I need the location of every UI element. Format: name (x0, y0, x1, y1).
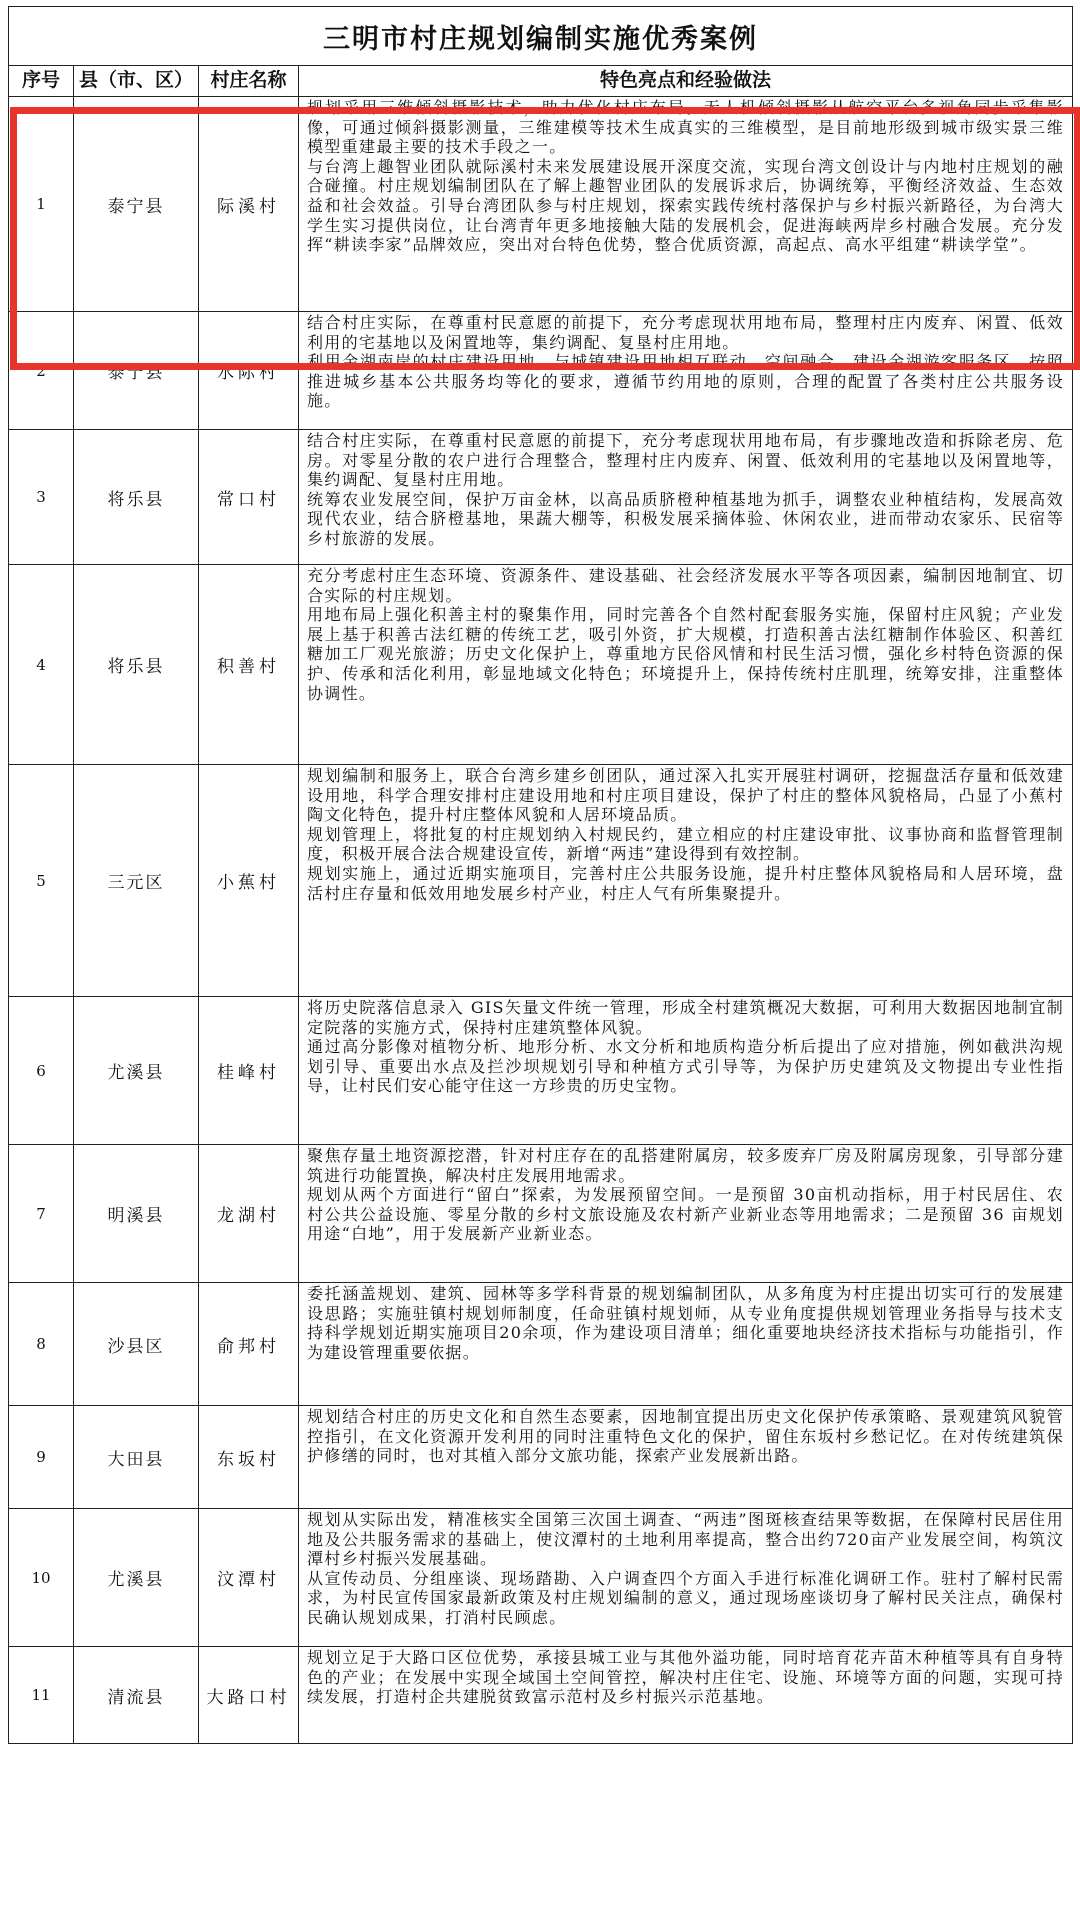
table-row (9, 1283, 1073, 1406)
table-row (9, 1145, 1073, 1283)
row-county: 将乐县 (74, 565, 199, 765)
row-description: 将历史院落信息录入 GIS矢量文件统一管理，形成全村建筑概况大数据，可利用大数据因地制宜制定院落的实施方式，保持村庄建筑整体风貌。 通过高分影像对植物分析、地形分析、水文分析和地质构造分析后提出了应对措施，例如截洪沟规划引导、重要出水点及拦沙坝规划引导和种植方式引导等，为保护历史建筑及文物提出专业性指导，让村民们安心能守住这一方珍贵的历史宝物。 (299, 997, 1073, 1145)
row-description: 规划立足于大路口区位优势，承接县城工业与其他外溢功能，同时培育花卉苗木种植等具有自身特色的产业；在发展中实现全域国土空间管控，解决村庄住宅、设施、环境等方面的问题，实现可持续发展，打造村企共建脱贫致富示范村及乡村振兴示范基地。 (299, 1647, 1073, 1744)
row-village: 龙湖村 (199, 1145, 299, 1283)
row-number: 5 (9, 765, 74, 997)
row-number: 10 (9, 1509, 74, 1647)
row-number: 3 (9, 430, 74, 565)
row-village: 水际村 (199, 312, 299, 430)
row-description: 聚焦存量土地资源挖潜，针对村庄存在的乱搭建附属房，较多废弃厂房及附属房现象，引导部分建筑进行功能置换，解决村庄发展用地需求。 规划从两个方面进行“留白”探索，为发展预留空间。一是预留 30亩机动指标，用于村民居住、农村公共公益设施、零星分散的乡村文旅设施及农村新产业新业态等用地需求；二是预留 36 亩规划用途“白地”，用于发展新产业新业态。 (299, 1145, 1073, 1283)
row-number: 11 (9, 1647, 74, 1744)
row-village: 桂峰村 (199, 997, 299, 1145)
row-county: 将乐县 (74, 430, 199, 565)
table-header-row (9, 66, 1073, 97)
row-number: 7 (9, 1145, 74, 1283)
row-county: 尤溪县 (74, 997, 199, 1145)
row-description: 充分考虑村庄生态环境、资源条件、建设基础、社会经济发展水平等各项因素，编制因地制宜、切合实际的村庄规划。 用地布局上强化积善主村的聚集作用，同时完善各个自然村配套服务实施，保留村庄风貌；产业发展上基于积善古法红糖的传统工艺，吸引外资，扩大规模，打造积善古法红糖制作体验区、积善红糖加工厂观光旅游；历史文化保护上，尊重地方民俗风情和村民生活习惯，强化乡村特色资源的保护、传承和活化利用，彰显地域文化特色；环境提升上，保持传统村庄肌理，统筹安排，注重整体协调性。 (299, 565, 1073, 765)
column-header-county: 县（市、区） (74, 66, 199, 97)
table-row (9, 430, 1073, 565)
row-number: 1 (9, 97, 74, 312)
table-row (9, 997, 1073, 1145)
case-table (8, 6, 1073, 1744)
table-row (9, 1509, 1073, 1647)
case-table-sheet (8, 6, 1072, 1904)
column-header-number: 序号 (9, 66, 74, 97)
row-village: 俞邦村 (199, 1283, 299, 1406)
column-header-village: 村庄名称 (199, 66, 299, 97)
row-village: 积善村 (199, 565, 299, 765)
row-description: 规划采用三维倾斜摄影技术，助力优化村庄布局。无人机倾斜摄影从航空平台多视角同步采集影像，可通过倾斜摄影测量，三维建模等技术生成真实的三维模型，是目前地形级到城市级实景三维模型重建最主要的技术手段之一。 与台湾上趣智业团队就际溪村未来发展建设展开深度交流，实现台湾文创设计与内地村庄规划的融合碰撞。村庄规划编制团队在了解上趣智业团队的发展诉求后，协调统筹，平衡经济效益、生态效益和社会效益。引导台湾团队参与村庄规划，探索实践传统村落保护与乡村振兴新路径，为台湾大学生实习提供岗位，让台湾青年更多地接触大陆的发展机会，促进海峡两岸乡村融合发展。充分发挥“耕读李家”品牌效应，突出对台特色优势，整合优质资源，高起点、高水平组建“耕读学堂”。 (299, 97, 1073, 312)
column-header-features: 特色亮点和经验做法 (299, 66, 1073, 97)
row-village: 常口村 (199, 430, 299, 565)
table-row (9, 765, 1073, 997)
row-description: 规划结合村庄的历史文化和自然生态要素，因地制宜提出历史文化保护传承策略、景观建筑风貌管控指引，在文化资源开发利用的同时注重特色文化的保护，留住东坂村乡愁记忆。在对传统建筑保护修缮的同时，也对其植入部分文旅功能，探索产业发展新出路。 (299, 1406, 1073, 1509)
table-body (9, 97, 1073, 1744)
table-row (9, 1406, 1073, 1509)
row-county: 沙县区 (74, 1283, 199, 1406)
table-row (9, 97, 1073, 312)
row-county: 大田县 (74, 1406, 199, 1509)
table-row (9, 565, 1073, 765)
table-row (9, 312, 1073, 430)
row-county: 明溪县 (74, 1145, 199, 1283)
row-number: 9 (9, 1406, 74, 1509)
row-village: 东坂村 (199, 1406, 299, 1509)
row-description: 结合村庄实际，在尊重村民意愿的前提下，充分考虑现状用地布局，有步骤地改造和拆除老房、危房。对零星分散的农户进行合理整合，整理村庄内废弃、闲置、低效利用的宅基地以及闲置地等，集约调配、复垦村庄用地。 统筹农业发展空间，保护万亩金林，以高品质脐橙种植基地为抓手，调整农业种植结构，发展高效现代农业，结合脐橙基地，果蔬大棚等，积极发展采摘体验、休闲农业，进而带动农家乐、民宿等乡村旅游的发展。 (299, 430, 1073, 565)
row-number: 2 (9, 312, 74, 430)
row-number: 6 (9, 997, 74, 1145)
row-village: 际溪村 (199, 97, 299, 312)
row-county: 清流县 (74, 1647, 199, 1744)
row-number: 4 (9, 565, 74, 765)
row-county: 三元区 (74, 765, 199, 997)
row-county: 尤溪县 (74, 1509, 199, 1647)
row-description: 规划从实际出发，精准核实全国第三次国土调查、“两违”图斑核查结果等数据，在保障村民居住用地及公共服务需求的基础上，使汶潭村的土地利用率提高，整合出约720亩产业发展空间，构筑汶潭村乡村振兴发展基础。 从宣传动员、分组座谈、现场踏勘、入户调查四个方面入手进行标准化调研工作。驻村了解村民需求，为村民宣传国家最新政策及村庄规划编制的意义，通过现场座谈切身了解村民关注点，确保村民确认规划成果，打消村民顾虑。 (299, 1509, 1073, 1647)
table-title: 三明市村庄规划编制实施优秀案例 (9, 7, 1073, 66)
row-village: 小蕉村 (199, 765, 299, 997)
row-description: 结合村庄实际，在尊重村民意愿的前提下，充分考虑现状用地布局，整理村庄内废弃、闲置、低效利用的宅基地以及闲置地等，集约调配、复垦村庄用地。 利用金湖南岸的村庄建设用地，与城镇建设用地相互联动，空间融合，建设金湖游客服务区。按照推进城乡基本公共服务均等化的要求，遵循节约用地的原则，合理的配置了各类村庄公共服务设施。 (299, 312, 1073, 430)
row-village: 汶潭村 (199, 1509, 299, 1647)
table-row (9, 1647, 1073, 1744)
row-county: 泰宁县 (74, 312, 199, 430)
row-description: 规划编制和服务上，联合台湾乡建乡创团队，通过深入扎实开展驻村调研，挖掘盘活存量和低效建设用地，科学合理安排村庄建设用地和村庄项目建设，保护了村庄的整体风貌格局，凸显了小蕉村陶文化特色，提升村庄整体风貌和人居环境品质。 规划管理上，将批复的村庄规划纳入村规民约，建立相应的村庄建设审批、议事协商和监督管理制度，积极开展合法合规建设宣传，新增“两违”建设得到有效控制。 规划实施上，通过近期实施项目，完善村庄公共服务设施，提升村庄整体风貌格局和人居环境，盘活村庄存量和低效用地发展乡村产业，村庄人气有所集聚提升。 (299, 765, 1073, 997)
row-county: 泰宁县 (74, 97, 199, 312)
row-number: 8 (9, 1283, 74, 1406)
row-description: 委托涵盖规划、建筑、园林等多学科背景的规划编制团队，从多角度为村庄提出切实可行的发展建设思路；实施驻镇村规划师制度，任命驻镇村规划师，从专业角度提供规划管理业务指导与技术支持科学规划近期实施项目20余项，作为建设项目清单；细化重要地块经济技术指标与功能指引，作为建设管理重要依据。 (299, 1283, 1073, 1406)
row-village: 大路口村 (199, 1647, 299, 1744)
